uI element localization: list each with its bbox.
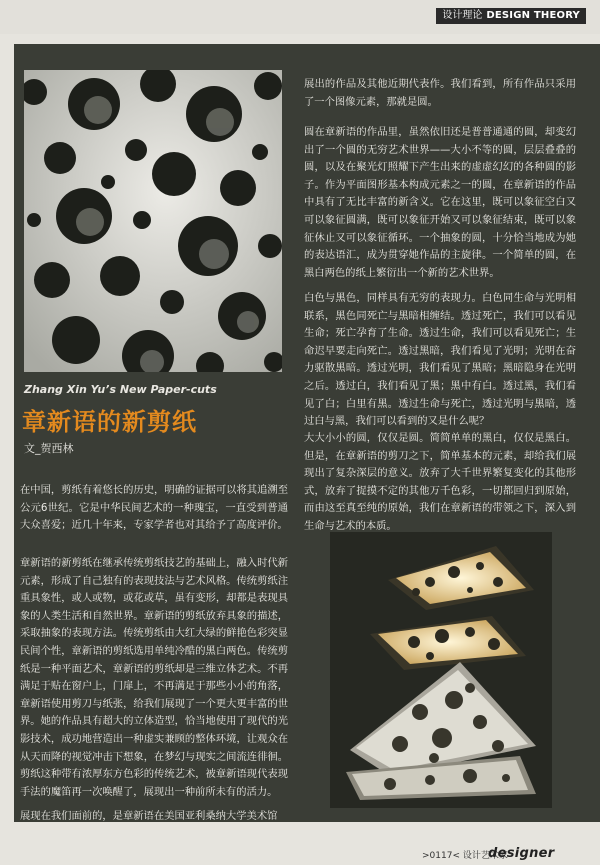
page-number: >0117< 设计艺术家 <box>422 851 508 861</box>
left-paragraph-1: 在中国，剪纸有着悠长的历史，明确的证据可以将其追溯至公元6世纪。它是中华民间艺术的一种瑰宝，一直受到普通大众喜爱；近几十年来，专家学者也对其给予了高度评价。 <box>20 484 288 532</box>
section-label <box>436 8 586 24</box>
magazine-logo: designer <box>488 846 555 861</box>
page-footer <box>0 846 600 865</box>
right-paragraph-4: 大大小小的圆，仅仅是圆。简简单单的黑白，仅仅是黑白。但是，在章新语的剪刀之下，简单基本的元素，却给我们展现出了复杂深层的意义。放弃了大千世界繁复变化的其他形式，放弃了捉摸不定的其他万千色彩，一切都回归到原始，而由这至真至纯的原始，我们在章新语的带领之下，深入到生命与艺术的本质。 <box>304 432 576 532</box>
left-paragraph-3: 展现在我们面前的，是章新语在美国亚利桑纳大学美术馆 <box>20 810 278 822</box>
article-title-english: Zhang Xin Yu’s New Paper-cuts <box>24 383 217 396</box>
author-byline: 文_贺西林 <box>24 442 74 455</box>
section-label-en: DESIGN THEORY <box>486 10 580 21</box>
right-paragraph-1: 展出的作品及其他近期代表作。我们看到，所有作品只采用了一个图像元素，那就是圆。 <box>304 78 576 108</box>
left-paragraph-2: 章新语的新剪纸在继承传统剪纸技艺的基础上，融入时代新元素，形成了自己独有的表现技法与艺术风格。传统剪纸注重具象性，或人或物，或花或草，虽有变形，却都是表现具象的人类生活和自然世界。章新语的剪纸放弃具象的描述，采取抽象的表现方法。传统剪纸由大红大绿的鲜艳色彩突显民间个性，章新语的剪纸选用单纯冷酷的黑白两色。传统剪纸是一种平面艺术，章新语的剪纸却是三维立体艺术。不再满足于贴在窗户上，门扉上，不再满足于那些小小的角落，章新语使用剪刀与纸张，给我们展现了一个更大更丰富的世界。她的作品具有超大的立体造型，恰当地使用了现代的光影技术，成功地营造出一种虚实兼顾的整体环境，让观众在从天而降的视觉冲击下想象，在梦幻与现实之间流连徘徊。剪纸这种带有浓厚东方色彩的传统艺术，被章新语现代表现手法的魔笛再一次唤醒了，展现出一种前所未有的活力。 <box>20 557 288 798</box>
section-label-cn: 设计理论 <box>442 10 483 21</box>
right-paragraph-3: 白色与黑色，同样具有无穷的表现力。白色同生命与光明相联系，黑色同死亡与黑暗相缠结。透过死亡，我们可以看见生命；死亡孕育了生命。透过生命，我们可以看见死亡；生命迟早要走向死亡。透过黑暗，我们看见了光明；光明在奋力驱散黑暗。透过光明，我们看见了黑暗；黑暗隐身在光明之后。透过白，我们看见了黑；黑中有白。透过黑，我们看见了白；白里有黑。透过生命与死亡，透过光明与黑暗，透过白与黑，我们可以看到的又是什么呢？ <box>304 292 576 428</box>
paper-cut-installation-photo <box>330 532 552 808</box>
paper-cut-photo-top <box>24 70 282 372</box>
article-title-chinese: 章新语的新剪纸 <box>22 408 197 436</box>
right-paragraph-2: 圆在章新语的作品里，虽然依旧还是普普通通的圆，却变幻出了一个圆的无穷艺术世界——大小不等的圆，层层叠叠的圆，以及在聚光灯照耀下产生出来的虚虚幻幻的各种圆的影子。作为平面图形基本构成元素之一的圆，在章新语的作品中具有了无比丰富的新含义。它在这里，既可以象征空白又可以象征圆满，既可以象征开始又可以象征结束，既可以象征休止又可以象征循环。一个抽象的圆，十分恰当地成为她的表达语汇，成为贯穿她作品的主旋律。一个简单的圆，在黑白两色的纸上繁衍出一个新的艺术世界。 <box>304 126 576 279</box>
